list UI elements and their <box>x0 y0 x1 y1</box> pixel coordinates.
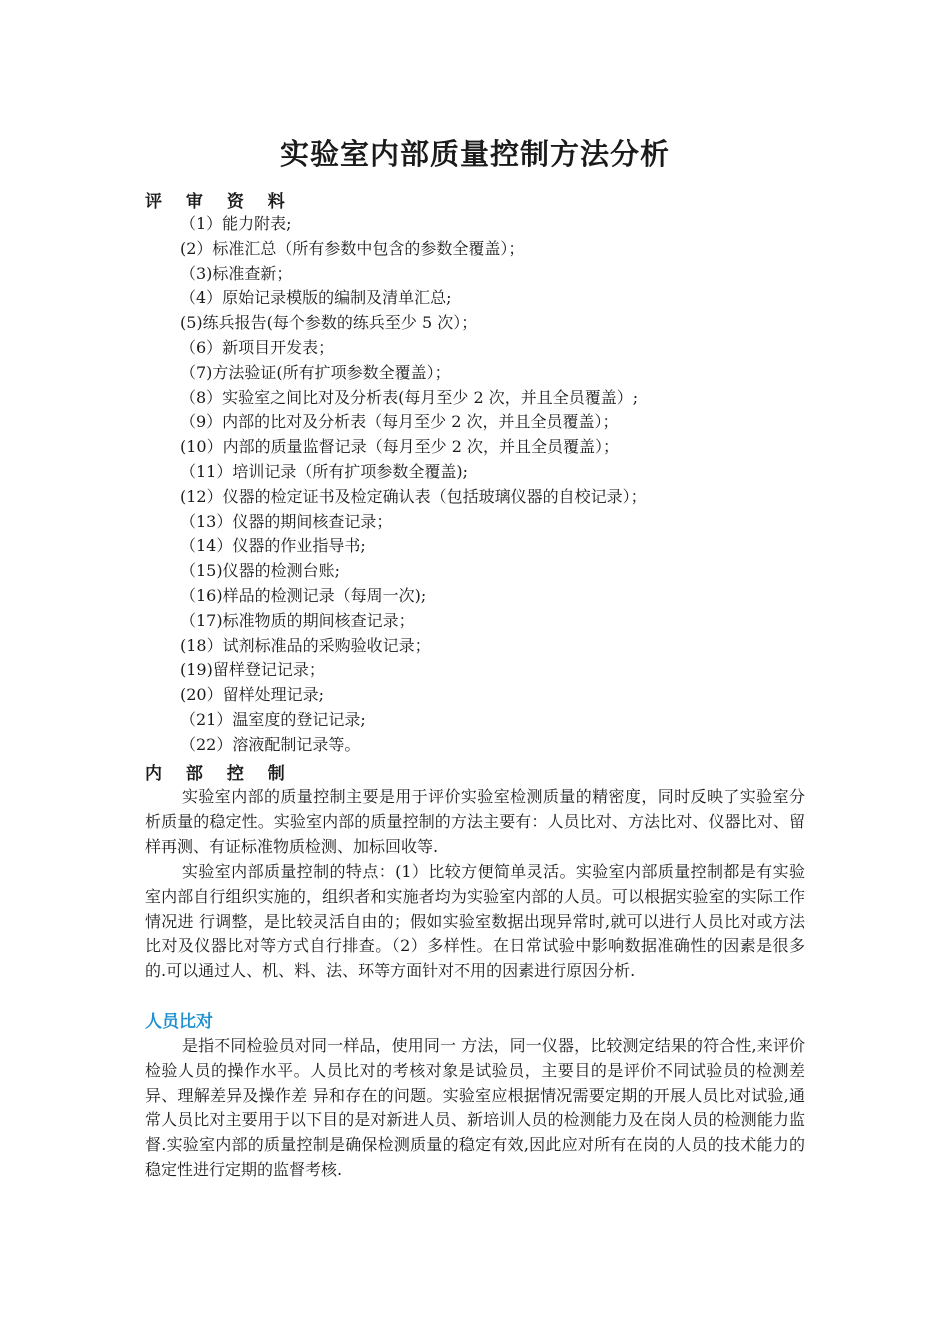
review-item: （11）培训记录（所有扩项参数全覆盖); <box>180 461 468 481</box>
review-item: （16)样品的检测记录（每周一次); <box>180 585 427 605</box>
review-materials-list <box>180 212 647 758</box>
review-item: (2）标准汇总（所有参数中包含的参数全覆盖）； <box>180 238 525 258</box>
review-item: （1）能力附表; <box>180 214 292 233</box>
review-item: (10）内部的质量监督记录（每月至少 2 次，并且全员覆盖）； <box>180 437 619 457</box>
document-title: 实验室内部质量控制方法分析 <box>279 137 670 171</box>
review-item: （9）内部的比对及分析表（每月至少 2 次，并且全员覆盖）； <box>180 412 619 432</box>
review-item: (18）试剂标准品的采购验收记录； <box>180 635 431 655</box>
review-item: （7)方法验证(所有扩项参数全覆盖）； <box>180 362 451 382</box>
review-item: （3)标准查新； <box>180 263 293 283</box>
personnel-comparison-paragraph: 是指不同检验员对同一样品，使用同一 方法，同一仪器，比较测定结果的符合性,来评价检验人员的操作水平。人员比对的考核对象是试验员，主要目的是评价不同试验员的检测差异、理解差异及操作差 异和存在的问题。实验室应根据情况需要定期的开展人员比对试验,通常人员比对主要用于以下目的是对新进人员、新培训人员的检测能力及在岗人员的检测能力监 督.实验室内部的质量控制是确保检测质量的稳定有效,因此应对所有在岗的人员的技术能力的稳定性进行定期的监督考核. <box>145 1036 805 1179</box>
review-item: （21）温室度的登记记录; <box>180 709 366 729</box>
review-item: (20）留样处理记录; <box>180 685 324 705</box>
review-item: （13）仪器的期间核查记录； <box>180 511 393 531</box>
review-item: (19)留样登记记录； <box>180 660 325 680</box>
internal-control-paragraph-1: 实验室内部的质量控制主要是用于评价实验室检测质量的精密度，同时反映了实验室分析质量的稳定性。实验室内部的质量控制的方法主要有：人员比对、方法比对、仪器比对、留样再测、有证标准物质检测、加标回收等. <box>145 787 805 856</box>
review-item: （6）新项目开发表； <box>180 337 335 357</box>
review-item: (12）仪器的检定证书及检定确认表（包括玻璃仪器的自校记录）； <box>180 486 647 506</box>
review-item: （4）原始记录模版的编制及清单汇总; <box>180 288 452 308</box>
review-item: （8）实验室之间比对及分析表(每月至少 2 次，并且全员覆盖）; <box>180 387 639 407</box>
internal-control-paragraph-2: 实验室内部质量控制的特点：(1）比较方便简单灵活。实验室内部质量控制都是有实验室内部自行组织实施的，组织者和实施者均为实验室内部的人员。可以根据实验室的实际工作情况进 行调整，是比较灵活自由的；假如实验室数据出现异常时,就可以进行人员比对或方法比对及仪器比对等方式自行排查。（2）多样性。在日常试验中影响数据准确性的因素是很多的.可以通过人、机、料、法、环等方面针对不用的因素进行原因分析. <box>145 862 805 981</box>
review-item: （22）溶液配制记录等。 <box>180 734 361 754</box>
review-item: （17)标准物质的期间核查记录； <box>180 610 415 630</box>
internal-control-heading: 内 部 控 制 <box>145 764 294 784</box>
review-item: （15)仪器的检测台账; <box>180 561 340 581</box>
review-item: （14）仪器的作业指导书; <box>180 536 366 556</box>
personnel-comparison-heading: 人员比对 <box>145 1012 213 1032</box>
review-materials-heading: 评 审 资 料 <box>145 192 294 212</box>
review-item: (5)练兵报告(每个参数的练兵至少 5 次）； <box>180 313 478 333</box>
